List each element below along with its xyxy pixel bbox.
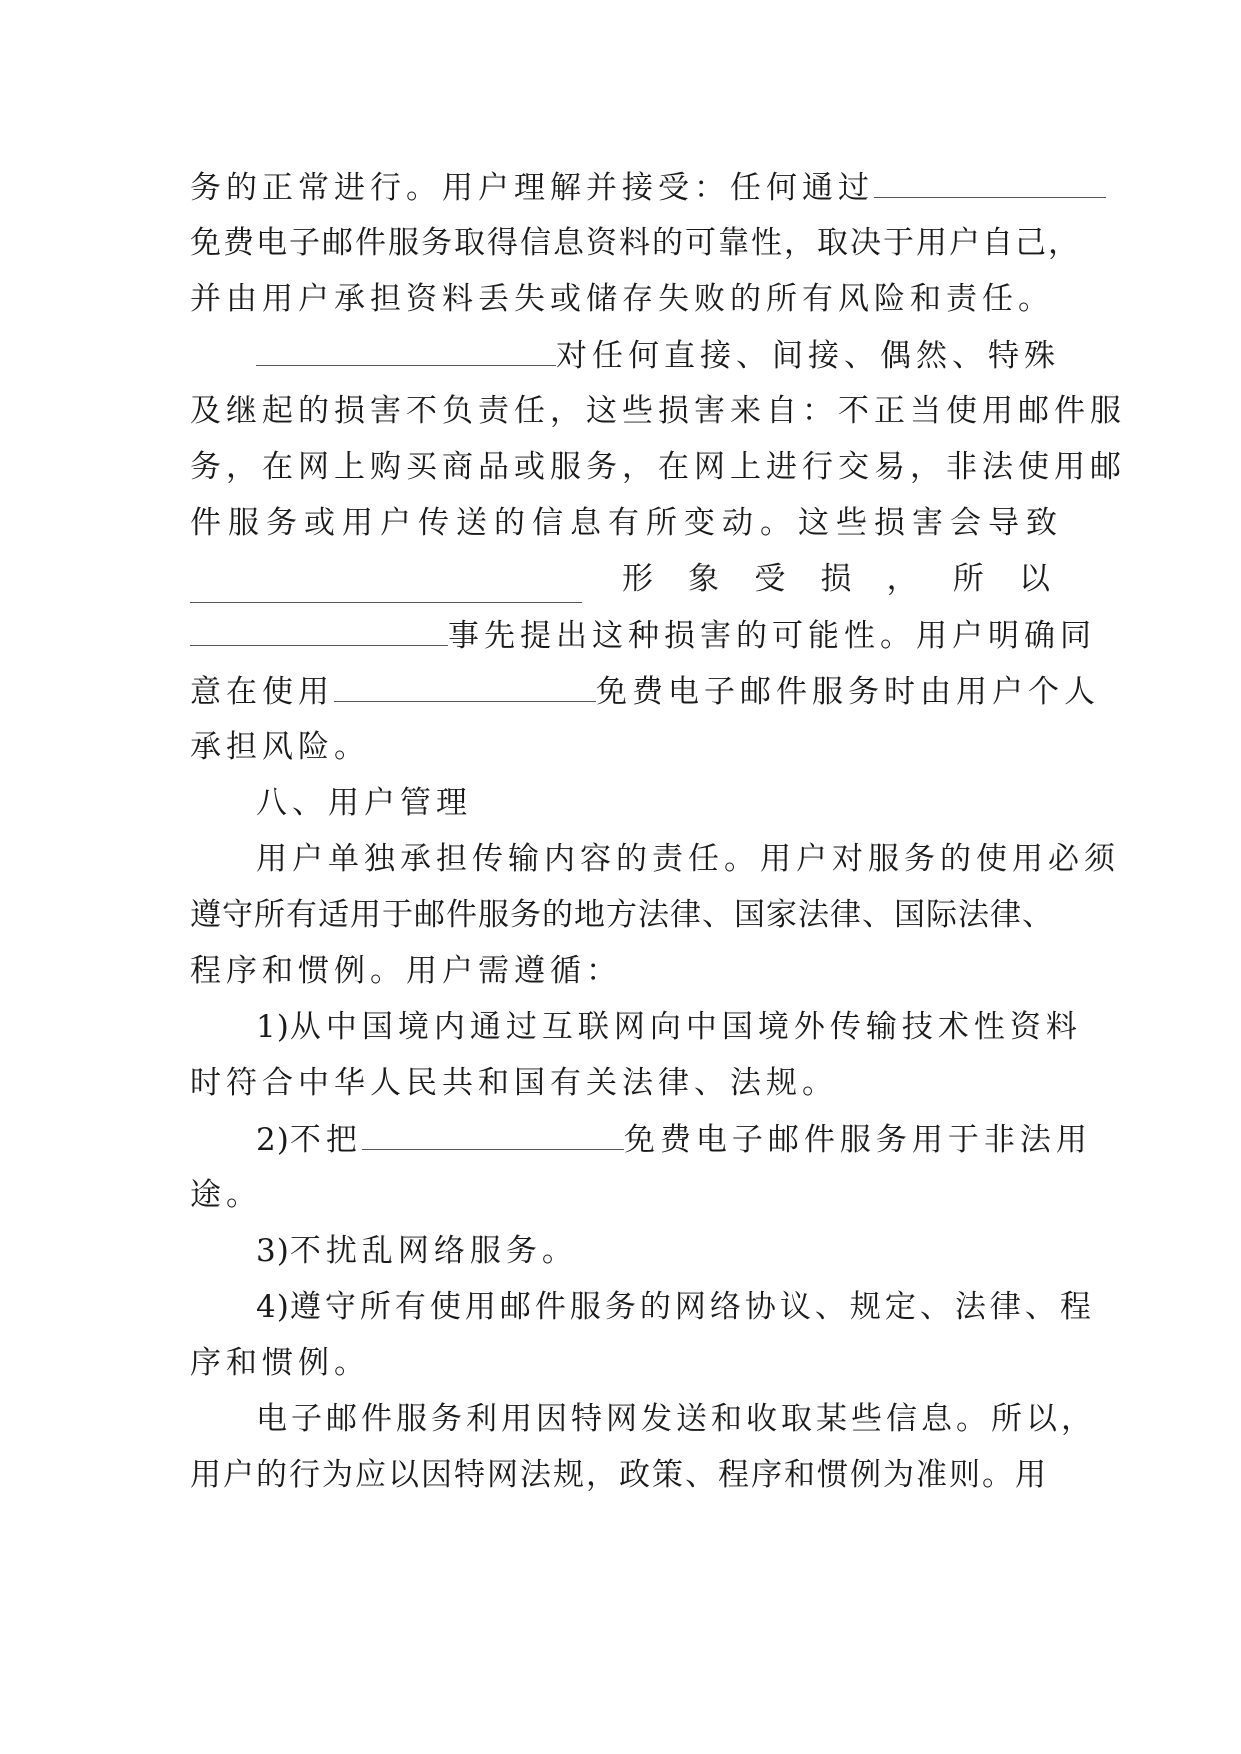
list-number: 4) [256, 1289, 290, 1325]
blank-field [256, 331, 556, 366]
text-segment: 承担风险。 [190, 729, 370, 765]
text-char: 以 [1018, 561, 1050, 597]
list-item [256, 1003, 1082, 1051]
text-line [190, 1339, 1050, 1387]
text-line [190, 275, 1054, 323]
text-line [190, 1171, 1050, 1219]
text-segment: 途。 [190, 1177, 262, 1213]
text-char: 损 [820, 561, 852, 597]
text-line [190, 443, 1126, 491]
text-line [190, 723, 1050, 771]
text-segment: 程序和惯例。用户需遵循： [190, 953, 622, 989]
text-segment: 务的正常进行。用户理解并接受：任何通过 [190, 170, 874, 206]
list-number: 3) [256, 1233, 290, 1269]
text-segment: 对任何直接、间接、偶然、特殊 [556, 338, 1060, 374]
justified-text [622, 555, 1050, 603]
text-line [190, 499, 1064, 547]
blank-field [190, 568, 582, 603]
text-line [190, 947, 1050, 995]
blank-field [190, 611, 448, 646]
text-line [190, 611, 1096, 659]
text-line [190, 219, 1081, 267]
text-segment: 免费电子邮件服务取得信息资料的可靠性，取决于用户自己， [190, 225, 1081, 261]
text-line [256, 331, 1060, 379]
list-item [256, 1227, 1050, 1275]
text-segment: 事先提出这种损害的可能性。用户明确同 [448, 618, 1096, 654]
text-segment: 并由用户承担资料丢失或储存失败的所有风险和责任。 [190, 281, 1054, 317]
section-heading [256, 779, 1050, 827]
text-segment: 时符合中华人民共和国有关法律、法规。 [190, 1065, 838, 1101]
text-char: ， [886, 561, 918, 597]
text-segment: 遵守所有使用邮件服务的网络协议、规定、法律、程 [289, 1289, 1095, 1325]
text-line [190, 891, 1054, 939]
text-segment: 用户单独承担传输内容的责任。用户对服务的使用必须 [256, 841, 1120, 877]
text-char: 受 [754, 561, 786, 597]
blank-field [874, 163, 1106, 198]
text-segment: 从中国境内通过互联网向中国境外传输技术性资料 [289, 1009, 1082, 1045]
text-segment: 意在使用 [190, 674, 334, 710]
text-segment: 件服务或用户传送的信息有所变动。这些损害会导致 [190, 505, 1064, 541]
list-number: 2) [256, 1122, 290, 1158]
text-char: 象 [688, 561, 720, 597]
text-segment: 及继起的损害不负责任，这些损害来自：不正当使用邮件服 [190, 393, 1126, 429]
text-line [190, 1059, 1050, 1107]
blank-field [362, 1115, 624, 1150]
text-segment: 不把 [289, 1122, 362, 1158]
text-segment: 用户的行为应以因特网法规，政策、程序和惯例为准则。用 [190, 1457, 1048, 1493]
text-segment: 电子邮件服务利用因特网发送和收取某些信息。所以， [256, 1401, 1096, 1437]
blank-field [334, 667, 596, 702]
text-segment: 务，在网上购买商品或服务，在网上进行交易，非法使用邮 [190, 449, 1126, 485]
list-item [256, 1115, 1092, 1163]
text-segment: 序和惯例。 [190, 1345, 370, 1381]
text-line [190, 387, 1126, 435]
text-line [256, 835, 1120, 883]
text-line [256, 1395, 1096, 1443]
text-char: 所 [952, 561, 984, 597]
text-segment: 遵守所有适用于邮件服务的地方法律、国家法律、国际法律、 [190, 897, 1054, 933]
text-line [190, 667, 1100, 715]
heading-text: 八、用户管理 [256, 785, 472, 821]
text-line [190, 163, 1050, 211]
text-line [190, 1451, 1050, 1499]
text-segment: 免费电子邮件服务时由用户个人 [596, 674, 1100, 710]
list-item [256, 1283, 1095, 1331]
list-number: 1) [256, 1009, 290, 1045]
text-line [190, 555, 1050, 603]
text-char: 形 [622, 561, 653, 597]
text-segment: 免费电子邮件服务用于非法用 [623, 1122, 1092, 1158]
text-segment: 不扰乱网络服务。 [289, 1233, 578, 1269]
